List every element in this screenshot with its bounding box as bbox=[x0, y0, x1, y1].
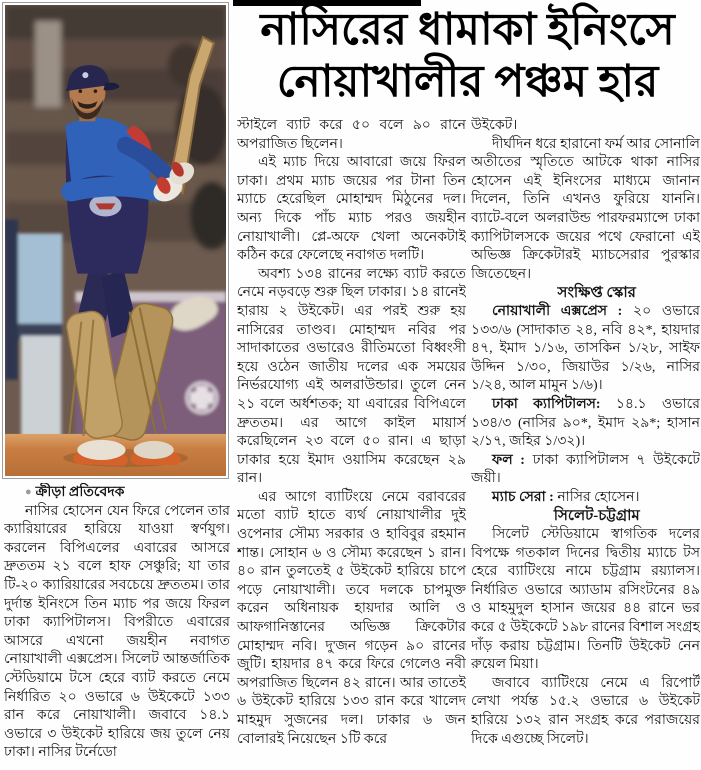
score-result-label: ফল : bbox=[492, 452, 525, 468]
score-heading: সংক্ষিপ্ত স্কোর bbox=[557, 285, 636, 302]
score-text: ২০ ওভারে ১৩৩/৬ (সাদাকাত ২৪, নবি ৪২*, হায়দার ৪৭, ইমাদ ১/১৬, তাসকিন ১/২৮, সাইফ উদ্দিন ১/৩০, জিয়াউর ১/২৬, নাসির ১/২৪, আল মামুন ১/৬)। bbox=[471, 303, 700, 394]
headline-line-2: নোয়াখালীর পঞ্চম হার bbox=[276, 56, 659, 106]
score-text: নাসির হোসেন। bbox=[557, 489, 640, 505]
paragraph: সিলেট স্টেডিয়ামে স্বাগতিক দলের বিপক্ষে গতকাল দিনের দ্বিতীয় ম্যাচে টস হেরে ব্যাটিংয়ে নামে চট্টগ্রাম রয়্যালস। নির্ধারিত ওভারে অ্যাডাম রসিংটনের ৪৯ ও মাহমুদুল হাসান জয়ের ৪৪ রানে ভর করে ৫ উইকেটে ১৯৮ রানের বিশাল সংগ্রহ দাঁড় করায় চট্টগ্রাম। তিনটি উইকেট নেন রুয়েল মিয়া। bbox=[471, 527, 700, 673]
score-text: ঢাকা ক্যাপিটালস ৭ উইকেটে জয়ী। bbox=[471, 452, 700, 487]
score-line-motm bbox=[471, 489, 700, 508]
score-motm-label: ম্যাচ সেরা : bbox=[492, 489, 554, 505]
second-match-heading: সিলেট-চট্টগ্রাম bbox=[553, 508, 640, 525]
column-right bbox=[471, 117, 700, 767]
score-text: ১৪.১ ওভারে ১৩৪/৩ (নাসির ৯০*, ইমাদ ২৯*; হাসান ২/১৭, জহির ১/৩২)। bbox=[471, 396, 700, 450]
headline-line-1: নাসিরের ধামাকা ইনিংসে bbox=[260, 5, 675, 54]
byline-bullet-icon: ● bbox=[25, 486, 32, 498]
column-middle bbox=[237, 117, 466, 767]
batsman-illustration bbox=[5, 5, 226, 476]
paragraph: অবশ্য ১৩৪ রানের লক্ষ্যে ব্যাট করতে নেমে নড়বড়ে শুরু ছিল ঢাকার। ১৪ রানেই হারায় ২ উইকেট। এর পরই শুরু হয় নাসিরের তাণ্ডব। মোহাম্মদ নবির পর সাদাকাতের ওভারেও রীতিমতো বিধ্বংসী হয়ে ওঠেন জাতীয় দলের এক সময়ের নির্ভরযোগ্য এই অলরাউন্ডার। তুলে নেন ২১ বলে অর্ধশতক; যা এবারের বিপিএলে দ্রুততম। এর আগে কাইল মায়ার্স করেছিলেন ২৩ বলে ৫০ রান। এ ছাড়া ঢাকার হয়ে ইমাদ ওয়াসিম করেছেন ২৯ রান। bbox=[237, 266, 466, 487]
score-line-result bbox=[471, 452, 700, 489]
score-line-noakhali bbox=[471, 303, 700, 396]
score-line-dhaka bbox=[471, 396, 700, 452]
byline bbox=[4, 483, 230, 503]
paragraph: স্টাইলে ব্যাট করে ৫০ বলে ৯০ রানে অপরাজিত ছিলেন। bbox=[237, 118, 466, 152]
paragraph: নাসির হোসেন যেন ফিরে পেলেন তার ক্যারিয়ারের হারিয়ে যাওয়া স্বর্ণযুগ। করলেন বিপিএলের এবারের আসরে দ্রুততম ২১ বলে হাফ সেঞ্চুরি; যা তার টি-২০ ক্যারিয়ারের সবচেয়ে দ্রুততম। তার দুর্দান্ত ইনিংসে তিন ম্যাচ পর জয়ে ফিরল ঢাকা ক্যাপিটালস। বিপরীতে এবারের আসরে এখনো জয়হীন নবাগত নোয়াখালী এক্সপ্রেস। সিলেট আন্তর্জাতিক স্টেডিয়ামে টসে হেরে ব্যাট করতে নেমে নির্ধারিত ২০ ওভারে ৬ উইকেটে ১৩৩ রান করে নোয়াখালী। জবাবে ১৪.১ ওভারে ৩ উইকেট হারিয়ে জয় তুলে নেয় ঢাকা। নাসির টর্নেডো bbox=[4, 503, 230, 761]
headline bbox=[234, 4, 701, 108]
article-photo bbox=[2, 2, 229, 479]
byline-label: ক্রীড়া প্রতিবেদক bbox=[35, 485, 125, 500]
paragraph: এই ম্যাচ দিয়ে আবারো জয়ে ফিরল ঢাকা। প্রথম ম্যাচ জয়ের পর টানা তিন ম্যাচে হেরেছিল মোহাম্মদ মিঠুনের দল। অন্য দিকে পাঁচ ম্যাচ পরও জয়হীন নোয়াখালী। প্লে-অফে খেলা অনেকটাই কঠিন করে ফেলেছে নবাগত দলটি। bbox=[237, 155, 466, 264]
paragraph: এর আগে ব্যাটিংয়ে নেমে বরাবরের মতো ব্যাট হাতে ব্যর্থ নোয়াখালীর দুই ওপেনার সৌম্য সরকার ও হাবিবুর রহমান শান্ত। সোহান ৬ ও সৌম্য করেছেন ১ রান। ৪০ রান তুলতেই ৫ উইকেট হারিয়ে চাপে পড়ে নোয়াখালী। তবে দলকে চাপমুক্ত করেন অধিনায়ক হায়দার আলি ও আফগানিস্তানের অভিজ্ঞ ক্রিকেটার মোহাম্মদ নবি। দু'জন গড়েন ৯০ রানের জুটি। হায়দার ৪৭ করে ফিরে গেলেও নবী অপরাজিত ছিলেন ৪২ রানে। আর তাতেই ৬ উইকেট হারিয়ে ১৩৩ রান করে খালেদ মাহমুদ সুজনের দল। ঢাকার ৬ জন বোলারই নিয়েছেন ১টি করে bbox=[237, 489, 466, 747]
score-team-label: ঢাকা ক্যাপিটালস: bbox=[492, 396, 601, 412]
paragraph: দীর্ঘদিন ধরে হারানো ফর্ম আর সোনালি অতীতের স্মৃতিতে আটকে থাকা নাসির হোসেন এই ইনিংসের মাধ্যমে জানান দিলেন, তিনি এখনও ফুরিয়ে যাননি। ব্যাটে-বলে অলরাউন্ড পারফরম্যান্সে ঢাকা ক্যাপিটালসকে জয়ের পথে ফেরানো এই অভিজ্ঞ ক্রিকেটারই ম্যাচসেরার পুরস্কার জিতেছেন। bbox=[471, 136, 700, 282]
paragraph: উইকেট। bbox=[471, 118, 518, 133]
column-left bbox=[4, 483, 230, 767]
paragraph: জবাবে ব্যাটিংয়ে নেমে এ রিপোর্ট লেখা পর্যন্ত ১৫.২ ওভারে ৬ উইকেট হারিয়ে ১৩২ রান সংগ্রহ করে পরাজয়ের দিকে এগুচ্ছে সিলেট। bbox=[471, 675, 700, 747]
score-team-label: নোয়াখালী এক্সপ্রেস : bbox=[492, 303, 623, 319]
